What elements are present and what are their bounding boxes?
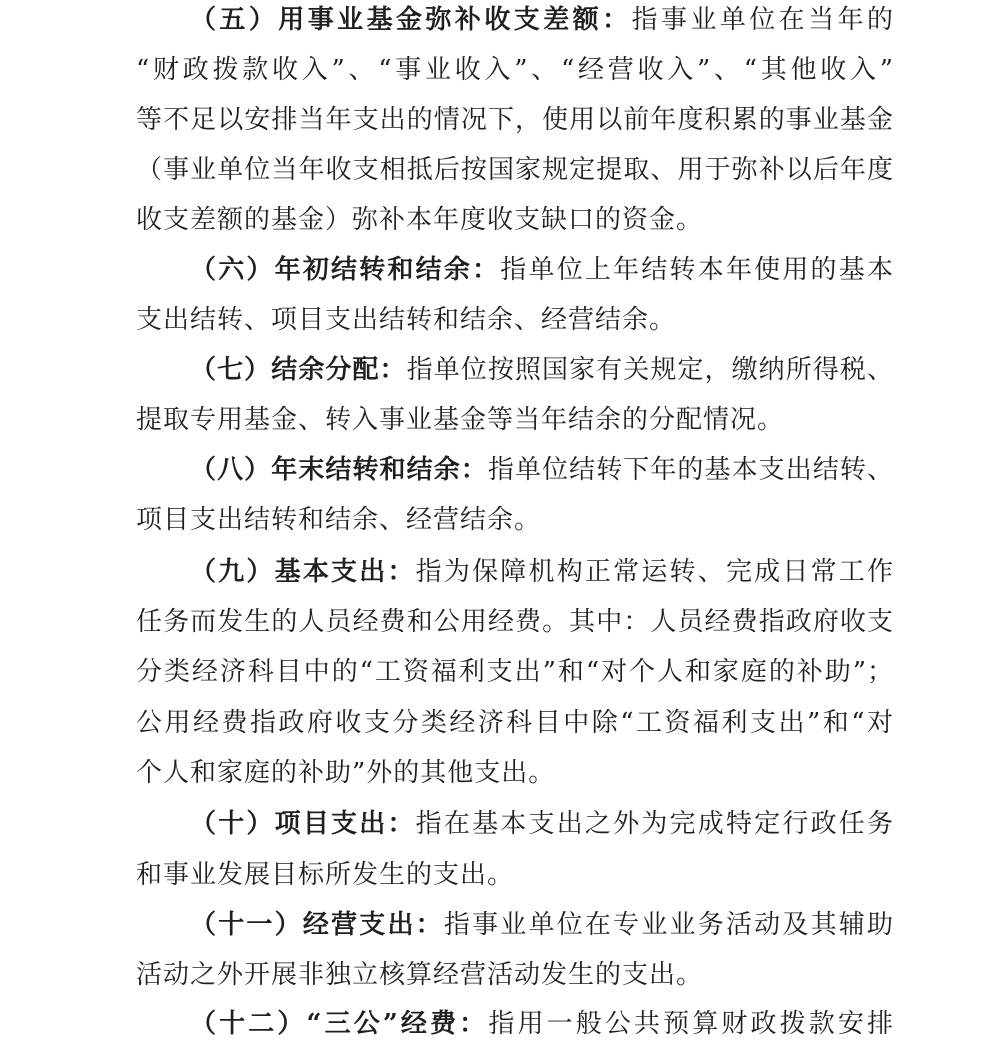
paragraph-12-line-1	[190, 1004, 894, 1044]
paragraph-6-term: （六）年初结转和结余：	[190, 255, 501, 285]
paragraph-7-term: （七）结余分配：	[190, 355, 407, 385]
paragraph-5-line-5: 收支差额的基金）弥补本年度收支缺口的资金。	[136, 205, 704, 235]
paragraph-5-line-3: 等不足以安排当年支出的情况下，使用以前年度积累的事业基金	[136, 105, 894, 135]
paragraph-11-line-1	[190, 905, 894, 945]
paragraph-12-text: 指用一般公共预算财政拨款安排	[488, 1009, 894, 1039]
paragraph-7-line-2: 提取专用基金、转入事业基金等当年结余的分配情况。	[136, 405, 785, 435]
paragraph-5-line-4: （事业单位当年收支相抵后按国家规定提取、用于弥补以后年度	[136, 155, 894, 185]
paragraph-7-line-1	[190, 350, 894, 390]
paragraph-11-text: 指事业单位在专业业务活动及其辅助	[443, 910, 894, 940]
paragraph-7-text: 指单位按照国家有关规定，缴纳所得税、	[406, 355, 894, 385]
paragraph-9-term: （九）基本支出：	[190, 557, 416, 587]
paragraph-9-text: 指为保障机构正常运转、完成日常工作	[415, 557, 894, 587]
paragraph-10-term: （十）项目支出：	[190, 809, 416, 839]
paragraph-5-line-1	[190, 0, 894, 40]
paragraph-5-text: 指事业单位在当年的	[631, 5, 894, 35]
paragraph-6-text: 指单位上年结转本年使用的基本	[500, 255, 894, 285]
paragraph-11-line-2: 活动之外开展非独立核算经营活动发生的支出。	[136, 960, 704, 990]
paragraph-8-term: （八）年末结转和结余：	[190, 455, 488, 485]
paragraph-6-line-2: 支出结转、项目支出结转和结余、经营结余。	[136, 305, 677, 335]
paragraph-5-line-2: “财政拨款收入”、“事业收入”、“经营收入”、“其他收入”	[136, 55, 894, 85]
paragraph-9-line-4: 公用经费指政府收支分类经济科目中除“工资福利支出”和“对	[136, 708, 894, 738]
paragraph-11-term: （十一）经营支出：	[190, 910, 444, 940]
paragraph-9-line-5: 个人和家庭的补助”外的其他支出。	[136, 758, 556, 788]
paragraph-10-line-2: 和事业发展目标所发生的支出。	[136, 860, 515, 890]
paragraph-8-line-2: 项目支出结转和结余、经营结余。	[136, 505, 542, 535]
paragraph-9-line-3: 分类经济科目中的“工资福利支出”和“对个人和家庭的补助”；	[136, 657, 894, 687]
paragraph-8-text: 指单位结转下年的基本支出结转、	[487, 455, 894, 485]
paragraph-9-line-1	[190, 552, 894, 592]
paragraph-5-term: （五）用事业基金弥补收支差额：	[190, 5, 632, 35]
paragraph-10-line-1	[190, 804, 894, 844]
paragraph-6-line-1	[190, 250, 894, 290]
paragraph-10-text: 指在基本支出之外为完成特定行政任务	[415, 809, 894, 839]
paragraph-8-line-1	[190, 450, 894, 490]
paragraph-9-line-2: 任务而发生的人员经费和公用经费。其中：人员经费指政府收支	[136, 607, 894, 637]
paragraph-12-term: （十二）“三公”经费：	[190, 1009, 489, 1039]
